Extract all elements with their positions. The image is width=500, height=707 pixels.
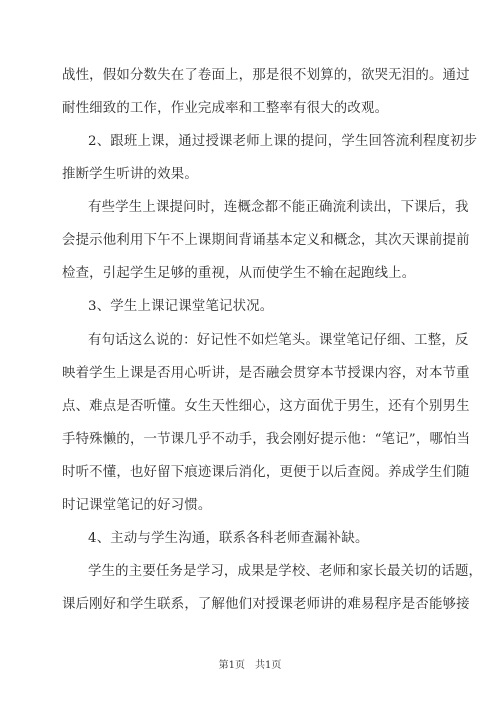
paragraph-line: 手特殊懒的，一节课几乎不动手，我会刚好提示他：“笔记”，哪怕当 xyxy=(62,432,471,447)
paragraph-line: 时记课堂笔记的好习惯。 xyxy=(62,498,212,513)
section-heading: 4、主动与学生沟通，联系各科老师查漏补缺。 xyxy=(88,531,369,546)
page-footer xyxy=(0,656,500,671)
paragraph-line: 有些学生上课提问时，连概念都不能正确流利读出，下课后，我 xyxy=(88,200,469,215)
paragraph-line: 会提示他利用下午不上课期间背诵基本定义和概念，其次天课前提前 xyxy=(62,233,470,248)
paragraph-line: 耐性细致的工作，作业完成率和工整率有很大的改观。 xyxy=(62,101,389,116)
paragraph-line: 点、难点是否听懂。女生天性细心，这方面优于男生，还有个别男生 xyxy=(62,399,470,414)
paragraph-line: 有句话这么说的：好记性不如烂笔头。课堂笔记仔细、工整，反 xyxy=(88,333,469,348)
paragraph-line: 检查，引起学生足够的重视，从而使学生不输在起跑线上。 xyxy=(62,266,416,281)
paragraph-line: 战性，假如分数失在了卷面上，那是很不划算的，欲哭无泪的。通过 xyxy=(62,68,470,83)
section-heading: 2、跟班上课，通过授课老师上课的提问，学生回答流利程度初步 xyxy=(88,134,478,149)
paragraph-line: 推断学生听讲的效果。 xyxy=(62,167,198,182)
paragraph-line: 课后刚好和学生联系，了解他们对授课老师讲的难易程序是否能够接 xyxy=(62,597,470,612)
paragraph-line: 学生的主要任务是学习，成果是学校、老师和家长最关切的话题， xyxy=(88,564,483,579)
paragraph-line: 时听不懂，也好留下痕迹课后消化，更便于以后查阅。养成学生们随 xyxy=(62,465,470,480)
paragraph-line: 映着学生上课是否用心听讲，是否融会贯穿本节授课内容，对本节重 xyxy=(62,366,470,381)
section-heading: 3、学生上课记课堂笔记状况。 xyxy=(88,299,274,314)
page-number: 第1页 共1页 xyxy=(218,660,282,671)
